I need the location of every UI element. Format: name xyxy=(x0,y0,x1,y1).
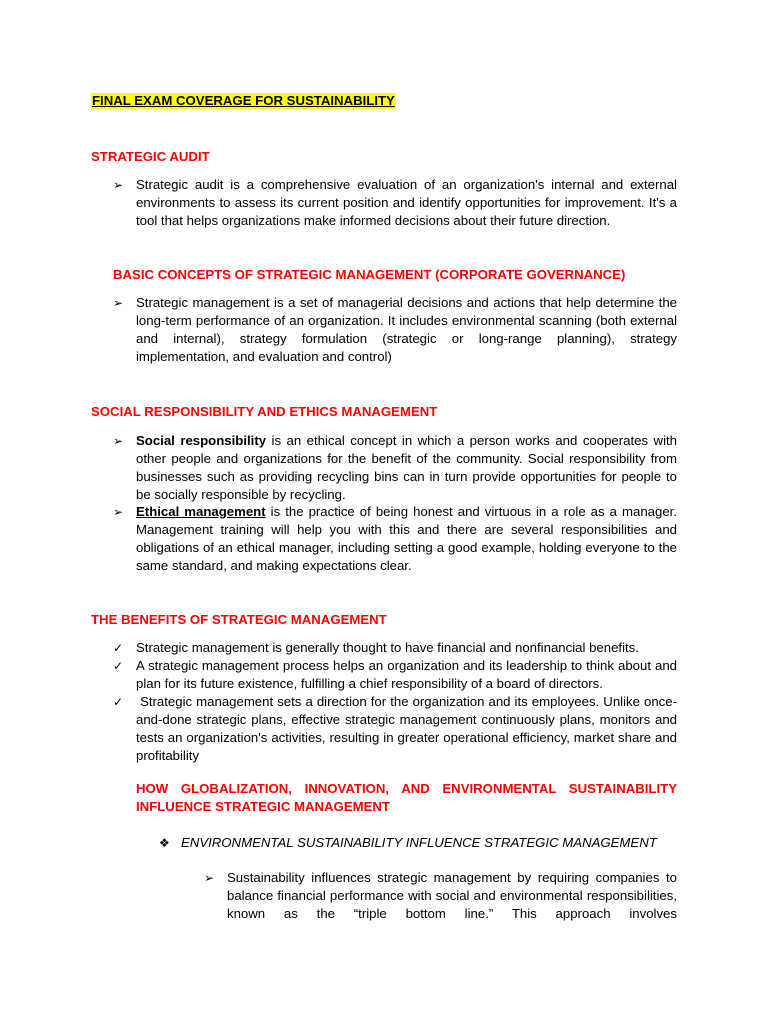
arrow-bullet-icon: ➢ xyxy=(204,871,215,885)
check-bullet-icon: ✓ xyxy=(113,695,124,709)
section-heading-globalization: HOW GLOBALIZATION, INNOVATION, AND ENVIRONMENTAL SUSTAINABILITY INFLUENCE STRATEGIC MANAGEMENT xyxy=(136,781,677,814)
check-bullet-icon: ✓ xyxy=(113,641,124,655)
sustainability-paragraph: Sustainability influences strategic management by requiring companies to balance financial performance with social and environmental responsibilities, known as the “triple bottom line.” This approach involves xyxy=(227,870,677,921)
section-heading-benefits: THE BENEFITS OF STRATEGIC MANAGEMENT xyxy=(91,612,387,627)
arrow-bullet-icon: ➢ xyxy=(113,178,124,192)
section-heading-basic-concepts: BASIC CONCEPTS OF STRATEGIC MANAGEMENT (CORPORATE GOVERNANCE) xyxy=(113,267,626,282)
benefit-item: Strategic management is generally thought to have financial and nonfinancial benefits. xyxy=(136,640,639,655)
check-bullet-icon: ✓ xyxy=(113,659,124,673)
arrow-bullet-icon: ➢ xyxy=(113,296,124,310)
arrow-bullet-icon: ➢ xyxy=(113,505,124,519)
diamond-bullet-icon: ❖ xyxy=(159,836,170,850)
benefit-item: Strategic management sets a direction for the organization and its employees. Unlike once-and-done strategic plans, effective strategic management continuously plans, monitors and tests an organization's activities, resulting in greater operational efficiency, market share and profitability xyxy=(136,694,681,763)
ethical-management-text: is the practice of being honest and virtuous in a role as a manager. Management training will help you with this and there are several responsibilities and obligations of an ethical manager, including setting a good example, holding everyone to the same standard, and making expectations clear. xyxy=(136,504,678,573)
social-responsibility-item xyxy=(136,432,677,504)
section-heading-social-responsibility: SOCIAL RESPONSIBILITY AND ETHICS MANAGEMENT xyxy=(91,404,438,419)
section-heading-strategic-audit: STRATEGIC AUDIT xyxy=(91,149,210,164)
environmental-sustainability-subheading: ENVIRONMENTAL SUSTAINABILITY INFLUENCE STRATEGIC MANAGEMENT xyxy=(181,835,657,850)
social-responsibility-text: is an ethical concept in which a person works and cooperates with other people and organizations for the benefit of the community. Social responsibility from businesses such as providing recycling bins can in turn provide opportunities for people to be socially responsible by recycling. xyxy=(136,433,677,502)
benefit-item: A strategic management process helps an organization and its leadership to think about and plan for its future existence, fulfilling a chief responsibility of a board of directors. xyxy=(136,658,677,691)
social-responsibility-term: Social responsibility xyxy=(136,433,267,448)
strategic-audit-paragraph: Strategic audit is a comprehensive evaluation of an organization's internal and external environments to assess its current position and identify opportunities for improvement. It's a tool that helps organizations make informed decisions about their future direction. xyxy=(136,177,677,228)
arrow-bullet-icon: ➢ xyxy=(113,434,124,448)
document-title: FINAL EXAM COVERAGE FOR SUSTAINABILITY xyxy=(92,93,395,108)
ethical-management-item xyxy=(136,503,677,575)
ethical-management-term: Ethical management xyxy=(136,504,266,519)
basic-concepts-paragraph: Strategic management is a set of managerial decisions and actions that help determine the long-term performance of an organization. It includes environmental scanning (both external and internal), strategy formulation (strategic or long-range planning), strategy implementation, and evaluation and control) xyxy=(136,295,677,364)
